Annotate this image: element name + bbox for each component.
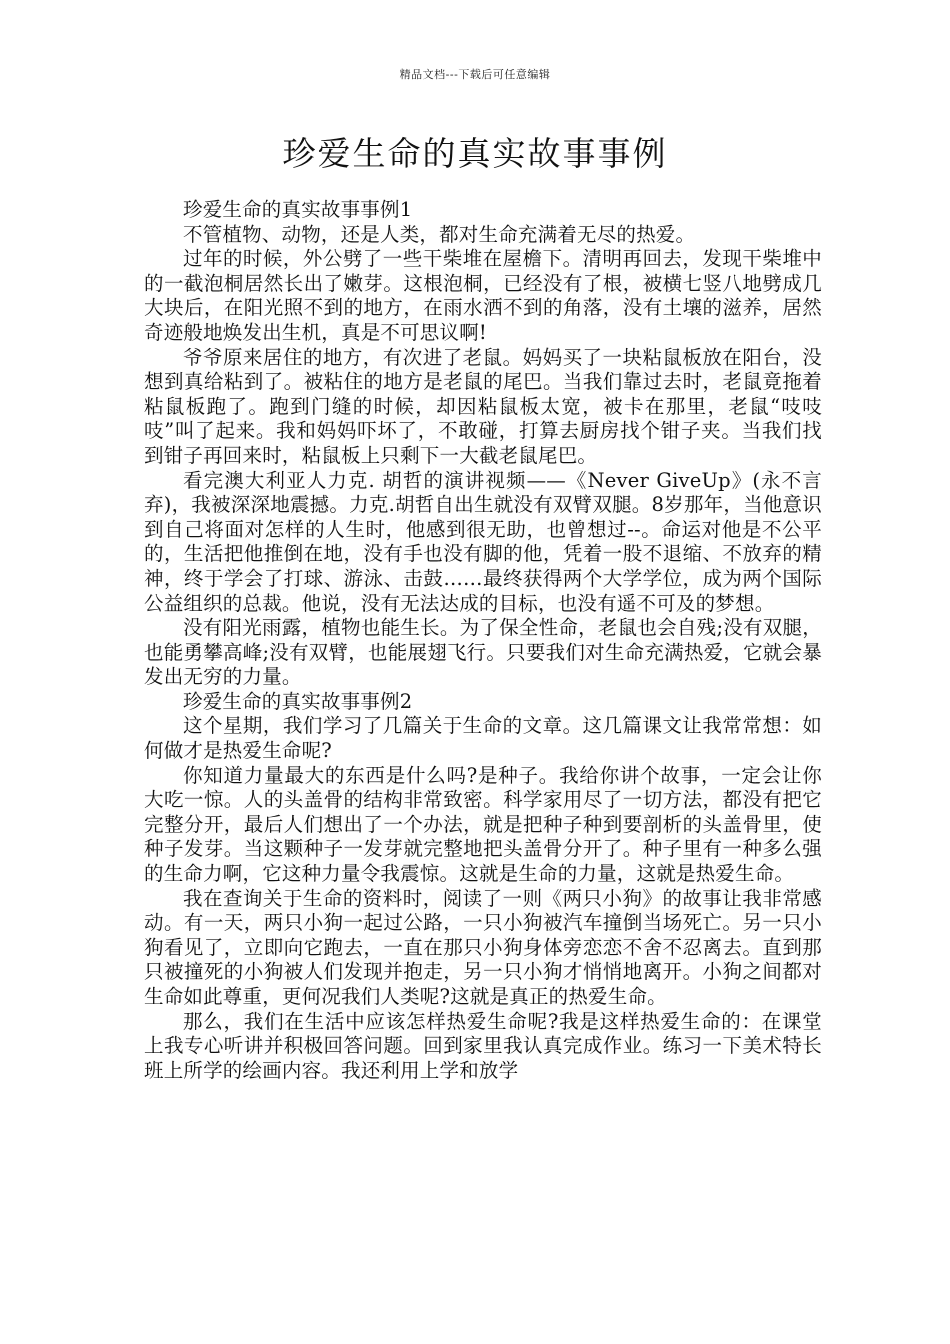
document-title: 珍爱生命的真实故事事例 [282, 134, 668, 173]
section-heading-2: 珍爱生命的真实故事事例2 [183, 689, 413, 713]
paragraph: 那么，我们在生活中应该怎样热爱生命呢?我是这样热爱生命的：在课堂上我专心听讲并积极回答问题。回到家里我认真完成作业。练习一下美术特长班上所学的绘画内容。我还利用上学和放学 [144, 1009, 822, 1082]
paragraph: 看完澳大利亚人力克. 胡哲的演讲视频——《Never GiveUp》(永不言弃)，我被深深地震撼。力克.胡哲自出生就没有双臂双腿。8岁那年，当他意识到自己将面对怎样的人生时，他感到很无助，也曾想过--。命运对他是不公平的，生活把他推倒在地，没有手也没有脚的他，凭着一股不退缩、不放弃的精神，终于学会了打球、游泳、击鼓……最终获得两个大学学位，成为两个国际公益组织的总裁。他说，没有无法达成的目标，也没有遥不可及的梦想。 [144, 468, 822, 615]
paragraph: 你知道力量最大的东西是什么吗?是种子。我给你讲个故事，一定会让你大吃一惊。人的头盖骨的结构非常致密。科学家用尽了一切方法，都没有把它完整分开，最后人们想出了一个办法，就是把种子种到要剖析的头盖骨里，使种子发芽。当这颗种子一发芽就完整地把头盖骨分开了。种子里有一种多么强的生命力啊，它这种力量令我震惊。这就是生命的力量，这就是热爱生命。 [144, 763, 822, 886]
paragraph: 爷爷原来居住的地方，有次进了老鼠。妈妈买了一块粘鼠板放在阳台，没想到真给粘到了。被粘住的地方是老鼠的尾巴。当我们靠过去时，老鼠竟拖着粘鼠板跑了。跑到门缝的时候，却因粘鼠板太宽，被卡在那里，老鼠“吱吱吱”叫了起来。我和妈妈吓坏了，不敢碰，打算去厨房找个钳子夹。当我们找到钳子再回来时，粘鼠板上只剩下一大截老鼠尾巴。 [144, 345, 822, 467]
paragraph: 我在查询关于生命的资料时，阅读了一则《两只小狗》的故事让我非常感动。有一天，两只小狗一起过公路，一只小狗被汽车撞倒当场死亡。另一只小狗看见了，立即向它跑去，一直在那只小狗身体旁恋恋不舍不忍离去。直到那只被撞死的小狗被人们发现并抱走，另一只小狗才悄悄地离开。小狗之间都对生命如此尊重，更何况我们人类呢?这就是真正的热爱生命。 [144, 886, 822, 1008]
paragraph: 过年的时候，外公劈了一些干柴堆在屋檐下。清明再回去，发现干柴堆中的一截泡桐居然长出了嫩芽。这根泡桐，已经没有了根，被横七竖八地劈成几大块后，在阳光照不到的地方，在雨水洒不到的角落，没有土壤的滋养，居然奇迹般地焕发出生机，真是不可思议啊! [144, 247, 822, 344]
document-body [144, 198, 822, 1083]
page-header-note: 精品文档---下载后可任意编辑 [399, 68, 551, 81]
paragraph: 没有阳光雨露，植物也能生长。为了保全性命，老鼠也会自残;没有双腿，也能勇攀高峰;没有双臂，也能展翅飞行。只要我们对生命充满热爱，它就会暴发出无穷的力量。 [144, 616, 822, 689]
paragraph: 不管植物、动物，还是人类，都对生命充满着无尽的热爱。 [183, 222, 696, 246]
section-heading-1: 珍爱生命的真实故事事例1 [183, 198, 413, 221]
paragraph: 这个星期，我们学习了几篇关于生命的文章。这几篇课文让我常常想：如何做才是热爱生命呢? [144, 714, 822, 763]
